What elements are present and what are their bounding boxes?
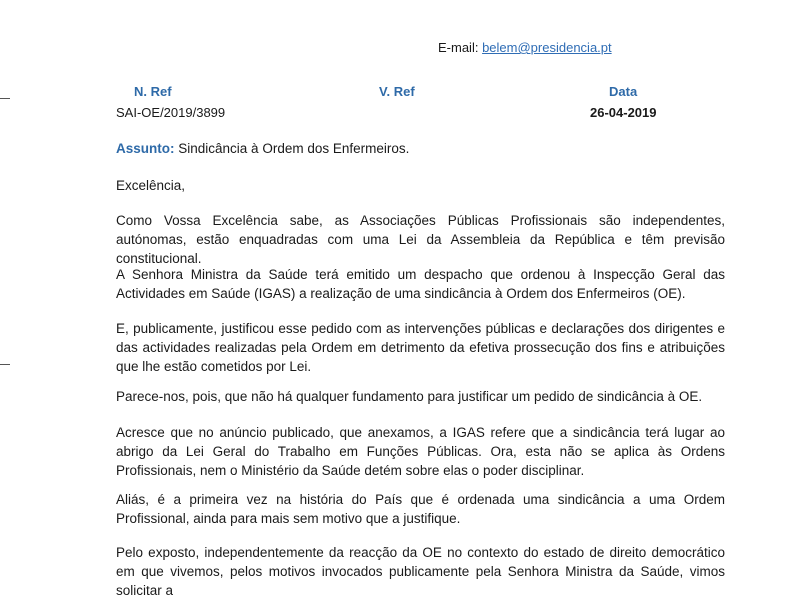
- salutation: Excelência,: [116, 178, 186, 193]
- v-ref-label: V. Ref: [379, 84, 415, 99]
- paragraph-3: E, publicamente, justificou esse pedido com as intervenções públicas e declarações dos dirigentes e das actividades realizadas pela Ordem em detrimento da efetiva prossecução dos fins e atribuições que lhe estão cometidos por Lei.: [116, 321, 725, 374]
- email-link[interactable]: belem@presidencia.pt: [482, 40, 612, 55]
- n-ref-value: SAI-OE/2019/3899: [116, 105, 226, 120]
- paragraph-4: Parece-nos, pois, que não há qualquer fundamento para justificar um pedido de sindicância à OE.: [116, 389, 703, 404]
- paragraph-2: A Senhora Ministra da Saúde terá emitido um despacho que ordenou à Inspecção Geral das Actividades em Saúde (IGAS) a realização de uma sindicância à Ordem dos Enfermeiros (OE).: [116, 267, 725, 301]
- email-line: [438, 40, 612, 55]
- date-label: Data: [609, 84, 638, 99]
- email-label: E-mail:: [438, 40, 479, 55]
- subject-label: Assunto:: [116, 141, 175, 156]
- margin-fold-mark: [0, 98, 10, 99]
- paragraph-6: Aliás, é a primeira vez na história do País que é ordenada uma sindicância a uma Ordem Profissional, ainda para mais sem motivo que a justifique.: [116, 492, 725, 526]
- subject-text: Sindicância à Ordem dos Enfermeiros.: [178, 141, 410, 156]
- n-ref-label: N. Ref: [134, 84, 172, 99]
- date-value: 26-04-2019: [590, 105, 657, 120]
- paragraph-5: Acresce que no anúncio publicado, que anexamos, a IGAS refere que a sindicância terá lugar ao abrigo da Lei Geral do Trabalho em Funções Públicas. Ora, esta não se aplica às Ordens Profissionais, nem o Ministério da Saúde detém sobre elas o poder disciplinar.: [116, 425, 725, 478]
- subject-line: [116, 141, 409, 156]
- paragraph-1: Como Vossa Excelência sabe, as Associações Públicas Profissionais são independentes, autónomas, estão enquadradas com uma Lei da Assembleia da República e têm previsão constitucional.: [116, 213, 725, 266]
- paragraph-7: Pelo exposto, independentemente da reacção da OE no contexto do estado de direito democrático em que vivemos, pelos motivos invocados publicamente pela Senhora Ministra da Saúde, vimos solicitar a: [116, 545, 725, 598]
- margin-fold-mark: [0, 364, 10, 365]
